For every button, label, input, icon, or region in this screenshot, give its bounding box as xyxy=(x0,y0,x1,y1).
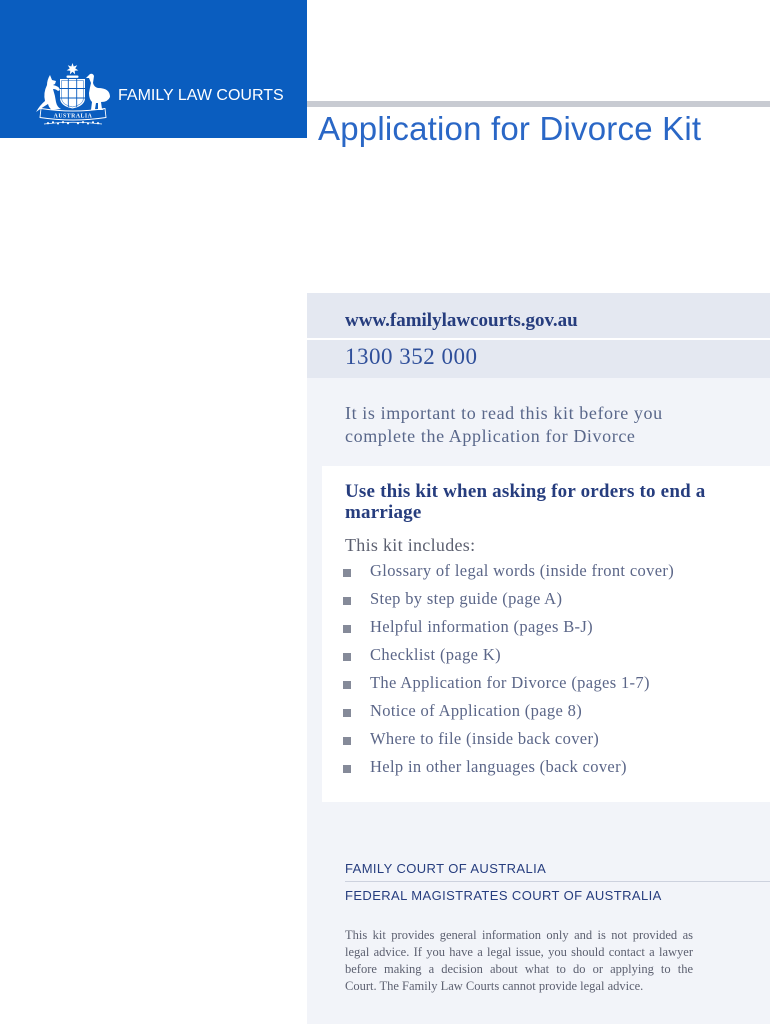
coat-of-arms-icon xyxy=(30,62,116,128)
list-item-label: Glossary of legal words (inside front cover) xyxy=(370,561,675,580)
list-item-label: Help in other languages (back cover) xyxy=(370,757,627,776)
header-brand-block xyxy=(0,0,307,138)
organisation-name: FAMILY LAW COURTS xyxy=(118,87,284,104)
kit-heading-line: Use this kit when asking for orders to end a xyxy=(345,481,706,502)
legal-disclaimer xyxy=(345,927,693,995)
court-name-family-court: FAMILY COURT OF AUSTRALIA xyxy=(345,861,547,876)
list-item xyxy=(370,557,674,585)
list-item xyxy=(370,697,674,725)
disclaimer-line: This kit provides general information only and is not provided as xyxy=(345,928,693,942)
phone-number: 1300 352 000 xyxy=(345,344,478,369)
list-item xyxy=(370,725,674,753)
court-name-federal-magistrates: FEDERAL MAGISTRATES COURT OF AUSTRALIA xyxy=(345,888,662,903)
list-item xyxy=(370,753,674,781)
wattle-icon xyxy=(44,121,102,124)
intro-notice xyxy=(345,402,663,448)
list-item xyxy=(370,669,674,697)
kit-heading xyxy=(345,481,706,523)
disclaimer-line: before making a decision about what to do or applying to the xyxy=(345,962,693,976)
contact-divider xyxy=(307,338,770,340)
list-item-label: Checklist (page K) xyxy=(370,645,501,664)
square-bullet-icon xyxy=(343,681,351,689)
list-item-label: Step by step guide (page A) xyxy=(370,589,563,608)
list-item-label: Helpful information (pages B-J) xyxy=(370,617,594,636)
kit-heading-line: marriage xyxy=(345,502,422,523)
square-bullet-icon xyxy=(343,597,351,605)
square-bullet-icon xyxy=(343,653,351,661)
shield-icon xyxy=(60,79,85,109)
disclaimer-line: legal advice. If you have a legal issue, you should contact a lawyer xyxy=(345,945,693,959)
kit-includes-label: This kit includes: xyxy=(345,535,476,555)
list-item xyxy=(370,613,674,641)
kangaroo-icon xyxy=(36,75,61,112)
star-icon xyxy=(67,63,79,74)
list-item xyxy=(370,585,674,613)
square-bullet-icon xyxy=(343,737,351,745)
intro-line: It is important to read this kit before you xyxy=(345,403,663,423)
square-bullet-icon xyxy=(343,569,351,577)
square-bullet-icon xyxy=(343,709,351,717)
court-divider xyxy=(345,881,770,882)
list-item-label: Where to file (inside back cover) xyxy=(370,729,600,748)
square-bullet-icon xyxy=(343,765,351,773)
square-bullet-icon xyxy=(343,625,351,633)
kit-contents-list xyxy=(370,557,674,781)
list-item xyxy=(370,641,674,669)
list-item-label: Notice of Application (page 8) xyxy=(370,701,583,720)
emu-icon xyxy=(86,74,110,110)
website-link[interactable]: www.familylawcourts.gov.au xyxy=(345,310,578,331)
header-dotted-rule xyxy=(307,101,770,107)
intro-line: complete the Application for Divorce xyxy=(345,426,636,446)
emblem-motto: AUSTRALIA xyxy=(53,113,93,120)
disclaimer-line: Court. The Family Law Courts cannot provide legal advice. xyxy=(345,979,644,993)
list-item-label: The Application for Divorce (pages 1-7) xyxy=(370,673,650,692)
torse-icon xyxy=(67,76,79,78)
document-title: Application for Divorce Kit xyxy=(318,110,702,147)
